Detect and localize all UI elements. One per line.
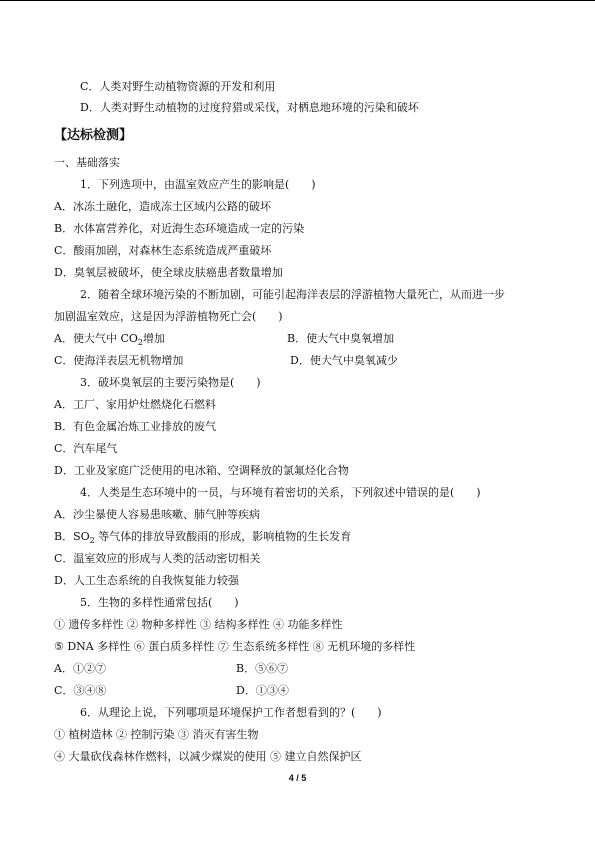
q2-option-a: A．使大气中 $CO_2$增加 bbox=[54, 332, 165, 348]
q2-option-d: D．使大气中臭氧减少 bbox=[290, 354, 398, 367]
q4-option-b: B．$SO_2$ 等气体的排放导致酸雨的形成，影响植物的生长发育 bbox=[54, 530, 352, 546]
q5-items-line1: ① 遗传多样性 ② 物种多样性 ③ 结构多样性 ④ 功能多样性 bbox=[54, 618, 343, 631]
q4-option-c: C．温室效应的形成与人类的活动密切相关 bbox=[54, 552, 261, 565]
section-heading: 【达标检测】 bbox=[54, 128, 133, 143]
page-number: 4 / 5 bbox=[288, 773, 307, 783]
question-4: 4．人类是生态环境中的一员，与环境有着密切的关系，下列叙述中错误的是( ) bbox=[80, 486, 481, 499]
q5-option-b: B．⑤⑥⑦ bbox=[236, 662, 289, 675]
question-1: 1．下列选项中，由温室效应产生的影响是( ) bbox=[80, 178, 316, 191]
question-6: 6．从理论上说，下列哪项是环境保护工作者想看到的？( ) bbox=[80, 706, 382, 719]
q1-option-c: C．酸雨加剧，对森林生态系统造成严重破坏 bbox=[54, 244, 272, 257]
q3-option-b: B．有色金属冶炼工业排放的废气 bbox=[54, 420, 217, 433]
q4-option-d: D．人工生态系统的自我恢复能力较强 bbox=[54, 574, 239, 587]
question-2-line2: 加剧温室效应，这是因为浮游植物死亡会( ) bbox=[54, 310, 283, 323]
q1-option-a: A．冰冻土融化，造成冻土区域内公路的破坏 bbox=[54, 200, 271, 213]
header-rule bbox=[0, 0, 595, 1]
q5-items-line2: ⑤ DNA 多样性 ⑥ 蛋白质多样性 ⑦ 生态系统多样性 ⑧ 无机环境的多样性 bbox=[54, 640, 416, 653]
question-3: 3．破坏臭氧层的主要污染物是( ) bbox=[80, 376, 261, 389]
q1-option-b: B．水体富营养化，对近海生态环境造成一定的污染 bbox=[54, 222, 305, 235]
q6-items-line2: ④ 大量砍伐森林作燃料，以减少煤炭的使用 ⑤ 建立自然保护区 bbox=[54, 750, 362, 763]
q3-option-a: A．工厂、家用炉灶燃烧化石燃料 bbox=[54, 398, 216, 411]
option-c-line: C．人类对野生动植物资源的开发和利用 bbox=[80, 80, 276, 93]
q6-items-line1: ① 植树造林 ② 控制污染 ③ 消灭有害生物 bbox=[54, 728, 259, 741]
q5-option-d: D．①③④ bbox=[236, 684, 289, 697]
q3-option-d: D．工业及家庭广泛使用的电冰箱、空调释放的氯氟烃化合物 bbox=[54, 464, 349, 477]
q2-option-c: C．使海洋表层无机物增加 bbox=[54, 354, 184, 367]
question-5: 5．生物的多样性通常包括( ) bbox=[80, 596, 239, 609]
question-2-line1: 2．随着全球环境污染的不断加剧，可能引起海洋表层的浮游植物大量死亡，从而进一步 bbox=[80, 288, 505, 301]
subsection-title: 一、基础落实 bbox=[54, 156, 120, 169]
q3-option-c: C．汽车尾气 bbox=[54, 442, 118, 455]
q5-option-a: A．①②⑦ bbox=[54, 662, 106, 675]
q4-option-a: A．沙尘暴使人容易患咳嗽、肺气肿等疾病 bbox=[54, 508, 260, 521]
q1-option-d: D．臭氧层被破坏，使全球皮肤癌患者数量增加 bbox=[54, 266, 283, 279]
q5-option-c: C．③④⑧ bbox=[54, 684, 107, 697]
option-d-line: D．人类对野生动植物的过度狩猎或采伐，对栖息地环境的污染和破坏 bbox=[80, 101, 419, 114]
q2-option-b: B．使大气中臭氧增加 bbox=[287, 332, 395, 345]
